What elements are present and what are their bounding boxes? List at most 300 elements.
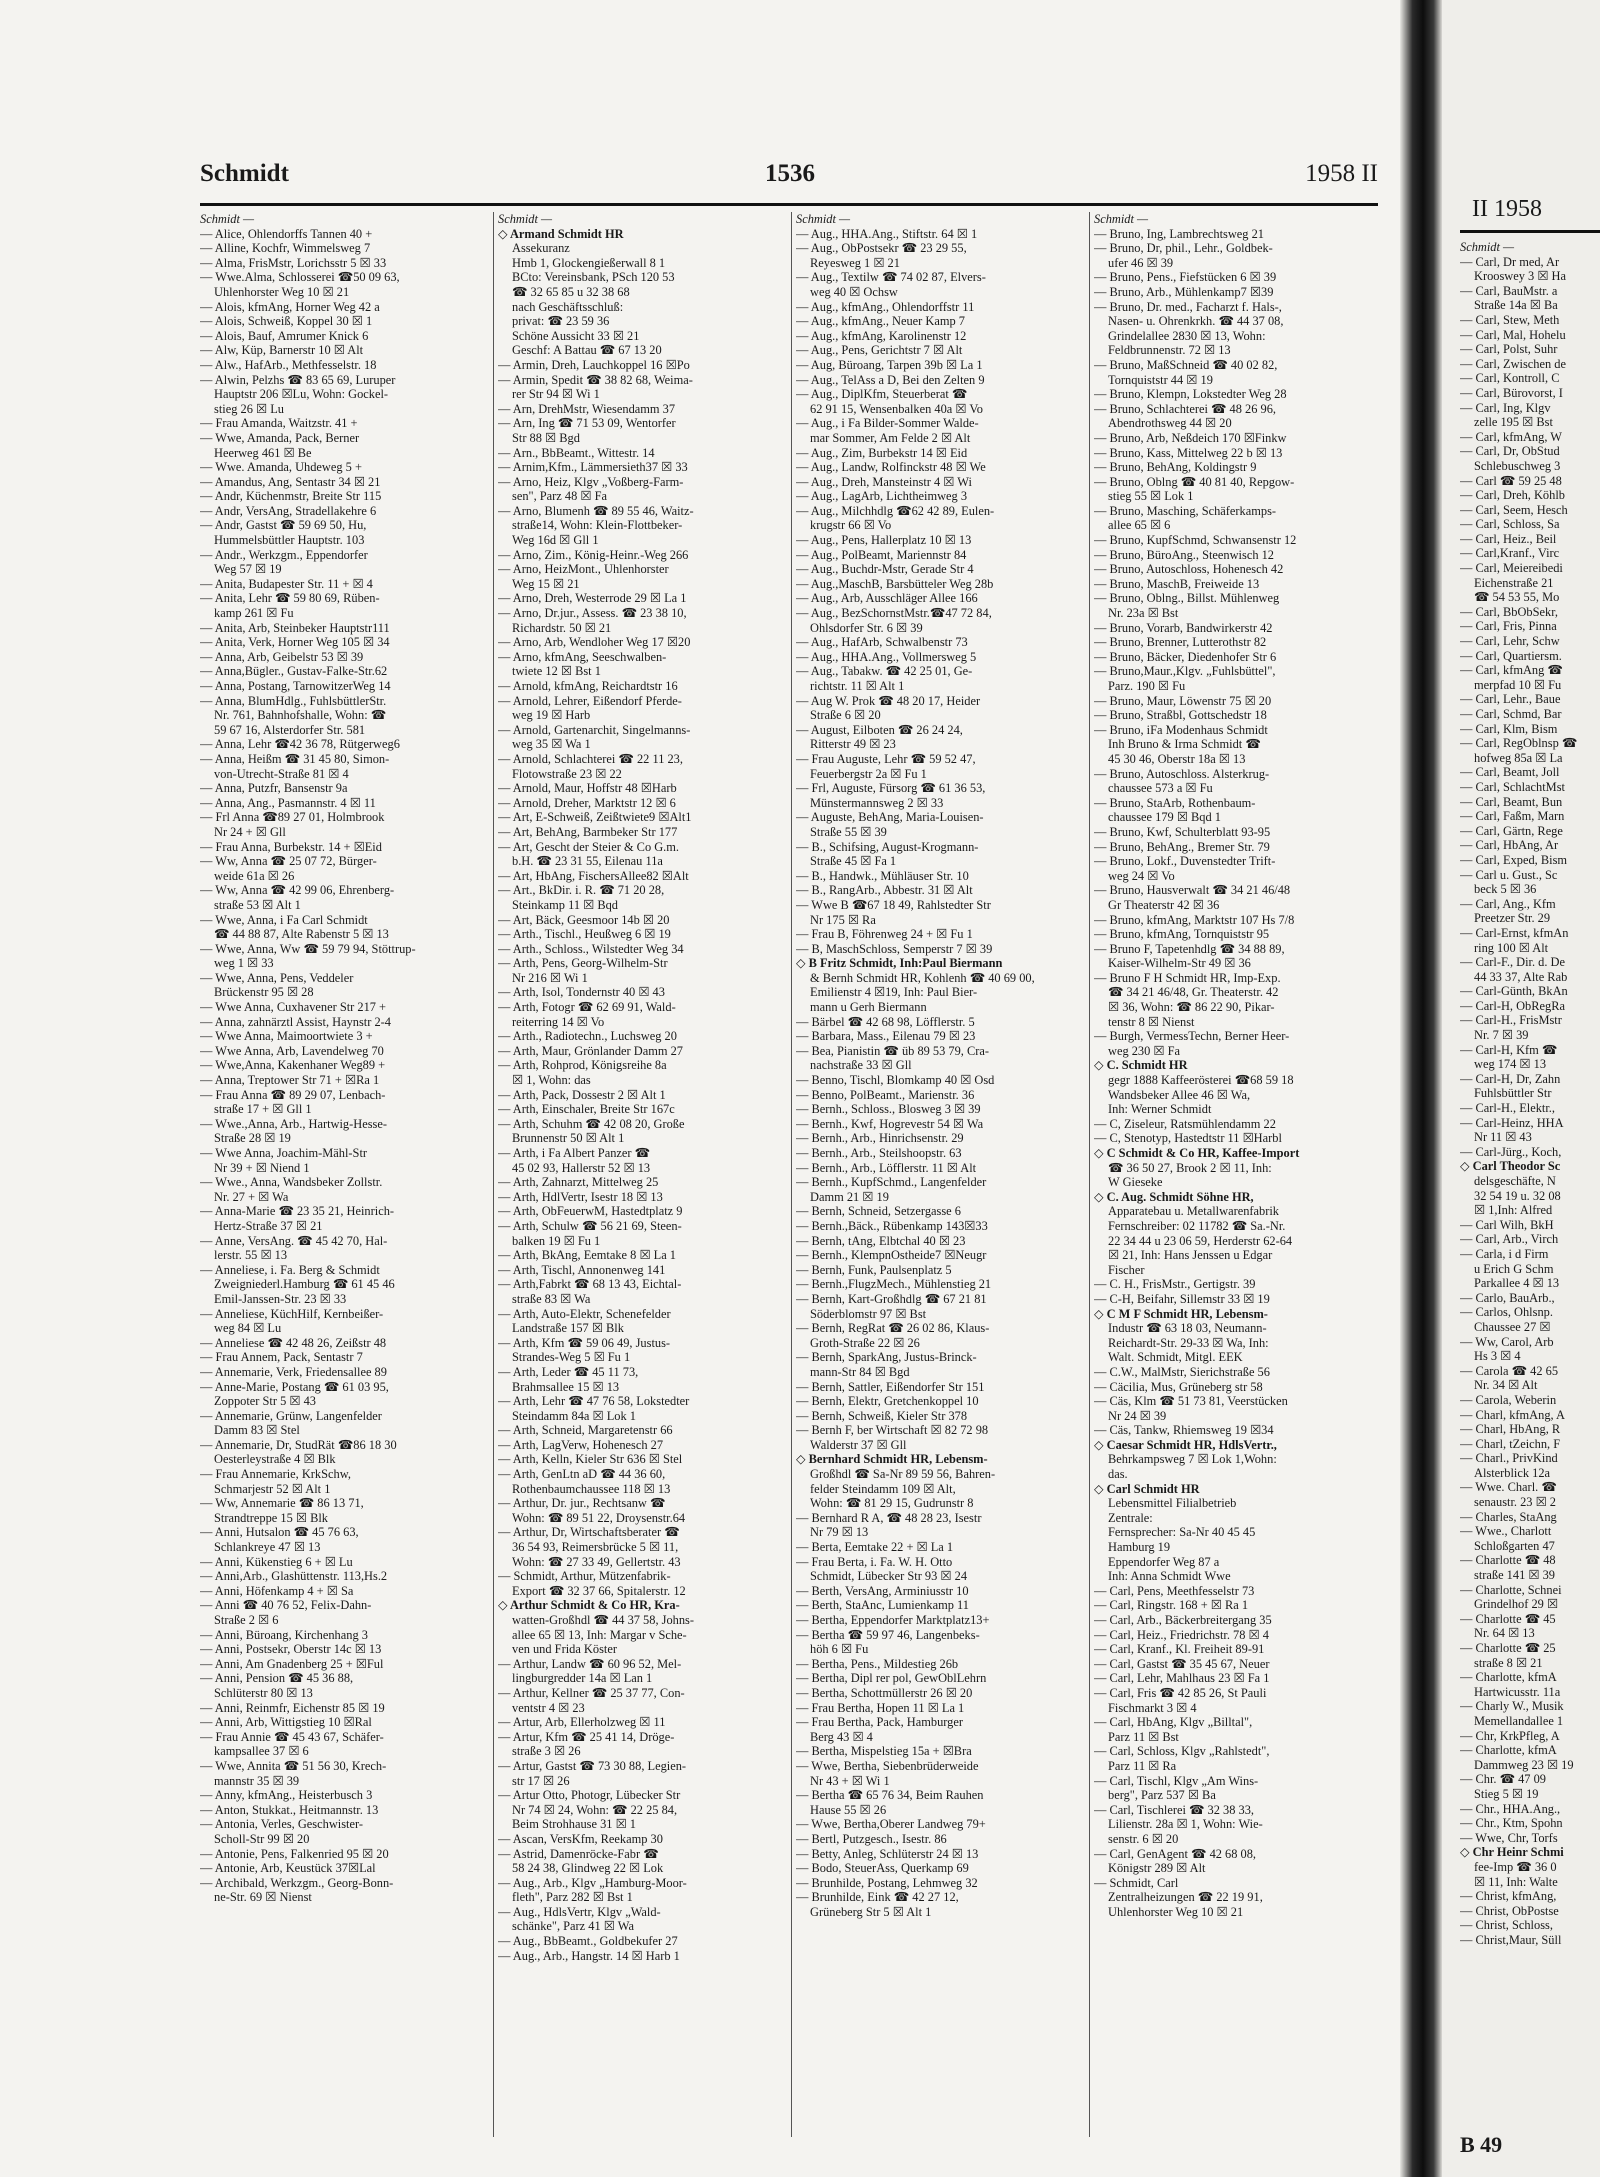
adjacent-entry: ◇ Carl Theodor Sc <box>1460 1159 1561 1174</box>
adjacent-entry: zelle 195 ☒ Bst <box>1474 415 1553 430</box>
adjacent-entry: Memellandallee 1 <box>1474 1713 1564 1728</box>
directory-entry: — Bruno F, Tapetenhdlg ☎ 34 88 89, <box>1094 941 1285 956</box>
directory-entry: — Bernh, Kart-Großhdlg ☎ 67 21 81 <box>796 1291 987 1306</box>
directory-entry: — Berth, StaAnc, Lumienkamp 11 <box>796 1598 969 1613</box>
adjacent-entry: — Carl Wilh, BkH <box>1460 1217 1554 1232</box>
directory-entry: — Bernh.,FlugzMech., Mühlenstieg 21 <box>796 1277 992 1292</box>
directory-entry: richtstr. 11 ☒ Alt 1 <box>810 679 905 693</box>
directory-entry: — Arth, ObFeuerwM, Hastedtplatz 9 <box>498 1204 683 1219</box>
directory-entry: Söderblomstr 97 ☒ Bst <box>810 1306 927 1321</box>
directory-entry: Grüneberg Str 5 ☒ Alt 1 <box>810 1904 932 1919</box>
directory-entry: — Annemarie, Grünw, Langenfelder <box>200 1408 382 1423</box>
directory-entry: — Anni, Reinmfr, Eichenstr 85 ☒ 19 <box>200 1700 385 1715</box>
directory-entry: — Anna, Ang., Pasmannstr. 4 ☒ 11 <box>200 795 376 810</box>
directory-entry: — Arth., Radiotechn., Luchsweg 20 <box>498 1029 677 1044</box>
directory-entry: — Aug., Landw, Rolfinckstr 48 ☒ We <box>796 460 986 475</box>
directory-entry: ☒ 36, Wohn: ☎ 86 22 90, Pikar- <box>1108 1000 1275 1015</box>
directory-entry: 45 30 46, Oberstr 18a ☒ 13 <box>1108 751 1246 766</box>
directory-entry: — Artur, Gastst ☎ 73 30 88, Legien- <box>498 1758 687 1773</box>
page-header <box>200 160 1378 200</box>
directory-entry: Parz. 190 ☒ Fu <box>1108 679 1186 693</box>
directory-entry: tenstr 8 ☒ Nienst <box>1108 1014 1195 1029</box>
directory-entry: — Anneliese, KüchHilf, Kernbeißer- <box>200 1306 384 1321</box>
directory-entry: — Antonia, Verles, Geschwister- <box>200 1817 363 1832</box>
directory-entry: — Anita, Lehr ☎ 59 80 69, Rüben- <box>200 591 380 606</box>
directory-entry: 62 91 15, Wensenbalken 40a ☒ Vo <box>810 401 983 416</box>
directory-entry: — Frau Berta, i. Fa. W. H. Otto <box>796 1554 953 1569</box>
directory-entry: — Aug, Büroang, Tarpen 39b ☒ La 1 <box>796 357 983 372</box>
directory-entry: Fernsprecher: Sa-Nr 40 45 45 <box>1108 1525 1256 1540</box>
directory-entry: — Bruno, MaßSchneid ☎ 40 02 82, <box>1094 357 1278 372</box>
directory-entry: — C, Stenotyp, Hastedtstr 11 ☒Harbl <box>1094 1131 1282 1146</box>
directory-entry: — Aug., Textilw ☎ 74 02 87, Elvers- <box>796 270 986 285</box>
directory-entry: — Annemarie, Verk, Friedensallee 89 <box>200 1364 387 1379</box>
directory-entry: — Bernh, Schweiß, Kieler Str 378 <box>796 1408 968 1423</box>
adjacent-entry: — Christ,Maur, Süll <box>1460 1932 1562 1947</box>
directory-entry: — Anita, Arb, Steinbeker Hauptstr111 <box>200 620 390 635</box>
directory-entry: — Bernh., KupfSchmd., Langenfelder <box>796 1175 987 1190</box>
directory-entry: Nr 43 + ☒ Wi 1 <box>810 1773 890 1788</box>
directory-entry: Emilienstr 4 ☒19, Inh: Paul Bier- <box>810 985 978 1000</box>
directory-entry: Steinkamp 11 ☒ Bqd <box>512 897 618 912</box>
directory-entry: — Aug., Pens, Gerichtstr 7 ☒ Alt <box>796 343 963 358</box>
directory-entry: — Anni, Am Gnadenberg 25 + ☒Ful <box>200 1656 384 1671</box>
directory-entry: Brahmsallee 15 ☒ 13 <box>512 1379 620 1394</box>
directory-entry: — Archibald, Werkzgm., Georg-Bonn- <box>200 1875 394 1890</box>
directory-entry: — Frau Bertha, Pack, Hamburger <box>796 1715 964 1730</box>
directory-entry: — Arno, kfmAng, Seeschwalben- <box>498 649 667 664</box>
adjacent-entry: — Carola, Weberin <box>1460 1392 1557 1407</box>
directory-entry: — Alw., HafArb., Methfesselstr. 18 <box>200 357 377 372</box>
adjacent-entry: — Carl, Polst, Suhr <box>1460 342 1558 357</box>
directory-entry: — Carl, Gastst ☎ 35 45 67, Neuer <box>1094 1656 1270 1671</box>
directory-entry: mannstr 35 ☒ 39 <box>214 1773 300 1788</box>
directory-entry: — Arth, Einschaler, Breite Str 167c <box>498 1102 675 1117</box>
adjacent-entry: — Charlotte ☎ 45 <box>1460 1611 1556 1626</box>
directory-entry: weg 24 ☒ Vo <box>1108 868 1175 883</box>
directory-entry: — Arno, Zim., König-Heinr.-Weg 266 <box>498 547 689 562</box>
adjacent-entry: — Charl., PrivKind <box>1460 1451 1558 1466</box>
directory-entry: — Bruno, KupfSchmd, Schwansenstr 12 <box>1094 533 1297 548</box>
directory-entry: Behrkampsweg 7 ☒ Lok 1,Wohn: <box>1108 1452 1277 1467</box>
directory-entry: — Bertha, Schottmüllerstr 26 ☒ 20 <box>796 1685 973 1700</box>
adjacent-entry: — Carl, Beamt, Bun <box>1460 794 1563 809</box>
directory-entry: — Artur Otto, Photogr, Lübecker Str <box>498 1788 681 1803</box>
directory-entry: — Wwe,Anna, Kakenhaner Weg89 + <box>200 1058 386 1073</box>
directory-entry: — Bruno, Ing, Lambrechtsweg 21 <box>1094 226 1264 241</box>
directory-entry: — Arn., BbBeamt., Wittestr. 14 <box>498 445 655 460</box>
adjacent-entry: Nr 11 ☒ 43 <box>1474 1130 1532 1145</box>
directory-entry: Nr 24 + ☒ Gll <box>214 824 286 839</box>
directory-entry: nachstraße 33 ☒ Gll <box>810 1058 912 1073</box>
directory-entry: Geschf: A Battau ☎ 67 13 20 <box>512 343 662 358</box>
directory-entry: ☎ 44 88 87, Alte Rabenstr 5 ☒ 13 <box>214 927 389 942</box>
directory-entry: — Arth, Schulw ☎ 56 21 69, Steen- <box>498 1218 682 1233</box>
adjacent-entry: — Carl, Kontroll, C <box>1460 371 1560 386</box>
directory-entry: rer Str 94 ☒ Wi 1 <box>512 387 600 402</box>
directory-entry: allee 65 ☒ 6 <box>1108 518 1171 533</box>
directory-entry: — Aug., Tabakw. ☎ 42 25 01, Ge- <box>796 664 973 679</box>
directory-entry: — Bertha, Eppendorfer Marktplatz13+ <box>796 1613 990 1627</box>
directory-entry: — Bruno, Schlachterei ☎ 48 26 96, <box>1094 401 1276 416</box>
adjacent-entry: — Carl, BbObSekr, <box>1460 604 1558 619</box>
adjacent-entry: Hartwicusstr. 11a <box>1474 1684 1561 1699</box>
directory-entry: — Alois, kfmAng, Horner Weg 42 a <box>200 299 380 314</box>
directory-entry: — Artur, Arb, Ellerholzweg ☒ 11 <box>498 1715 666 1730</box>
directory-entry: — Bruno, StaArb, Rothenbaum- <box>1094 795 1256 810</box>
directory-entry: ufer 46 ☒ 39 <box>1108 255 1174 270</box>
directory-entry: — Bruno, Masching, Schäferkamps- <box>1094 503 1277 518</box>
directory-entry: — Aug., HafArb, Schwalbenstr 73 <box>796 635 968 650</box>
adjacent-entry: — Charl, kfmAng, A <box>1460 1407 1565 1422</box>
directory-entry: — Aug., kfmAng., Neuer Kamp 7 <box>796 314 965 329</box>
directory-entry: Straße 2 ☒ 6 <box>214 1613 279 1627</box>
directory-entry: Zoppoter Str 5 ☒ 43 <box>214 1394 316 1409</box>
directory-entry: — Arth, i Fa Albert Panzer ☎ <box>498 1146 651 1160</box>
adjacent-entry: — Carl, Meiereibedi <box>1460 561 1563 576</box>
directory-entry: Beim Strohhause 31 ☒ 1 <box>512 1817 636 1832</box>
directory-entry: — Arth, Kfm ☎ 59 06 49, Justus- <box>498 1335 671 1350</box>
directory-entry: straße 17 + ☒ Gll 1 <box>214 1102 312 1117</box>
directory-entry: — Carl, GenAgent ☎ 42 68 08, <box>1094 1846 1257 1861</box>
directory-entry: Schmidt — <box>796 212 851 226</box>
adjacent-header-year: II 1958 <box>1472 196 1542 222</box>
directory-entry: — Alline, Kochfr, Wimmelsweg 7 <box>200 241 371 256</box>
directory-entry: — Amandus, Ang, Sentastr 34 ☒ 21 <box>200 474 381 489</box>
directory-entry: — August, Eilboten ☎ 26 24 24, <box>796 722 963 737</box>
directory-entry: — Aug., kfmAng., Ohlendorffstr 11 <box>796 299 975 314</box>
directory-entry: — Bertha ☎ 65 76 34, Beim Rauhen <box>796 1788 984 1803</box>
directory-entry: — Anita, Budapester Str. 11 + ☒ 4 <box>200 576 373 591</box>
directory-entry: Groth-Straße 22 ☒ 26 <box>810 1335 920 1350</box>
adjacent-entry: weg 174 ☒ 13 <box>1474 1057 1547 1072</box>
directory-entry: schänke", Parz 41 ☒ Wa <box>512 1919 634 1934</box>
directory-entry: Strandes-Weg 5 ☒ Fu 1 <box>512 1350 631 1365</box>
directory-entry: — Schmidt, Arthur, Mützenfabrik- <box>498 1569 671 1584</box>
directory-entry: ◇ Carl Schmidt HR <box>1094 1481 1200 1496</box>
adjacent-entry: Parkallee 4 ☒ 13 <box>1474 1276 1560 1291</box>
adjacent-entry: — Charly W., Musik <box>1460 1699 1564 1714</box>
directory-entry: — Frau Annemarie, KrkSchw, <box>200 1467 351 1482</box>
directory-entry: — Cäs, Tankw, Rhiemsweg 19 ☒34 <box>1094 1423 1274 1438</box>
header-year-volume: 1958 II <box>1305 160 1378 187</box>
directory-entry: — Astrid, Damenröcke-Fabr ☎ <box>498 1846 659 1861</box>
directory-entry: — Anna, Heißm ☎ 31 45 80, Simon- <box>200 751 390 766</box>
directory-entry: Gr Theaterstr 42 ☒ 36 <box>1108 897 1220 912</box>
directory-entry: — Benno, PolBeamt., Marienstr. 36 <box>796 1087 975 1102</box>
directory-entry: weg 35 ☒ Wa 1 <box>512 737 591 752</box>
directory-entry: — Ww, Annemarie ☎ 86 13 71, <box>200 1496 364 1511</box>
adjacent-entry: — Carl, Schloss, Sa <box>1460 517 1560 532</box>
directory-entry: — Arth, Rohprod, Königsreihe 8a <box>498 1058 667 1073</box>
directory-entry: — Wwe Anna, Maimoortwiete 3 + <box>200 1029 373 1044</box>
directory-entry: — Anneliese, i. Fa. Berg & Schmidt <box>200 1262 380 1277</box>
adjacent-entry: Hs 3 ☒ 4 <box>1474 1349 1521 1364</box>
directory-entry: Wohn: ☎ 27 33 49, Gellertstr. 43 <box>512 1554 681 1569</box>
directory-entry: Inh: Werner Schmidt <box>1108 1102 1212 1117</box>
directory-entry: — C-H, Beifahr, Sillemstr 33 ☒ 19 <box>1094 1291 1270 1306</box>
directory-entry: Parz 11 ☒ Bst <box>1108 1729 1179 1744</box>
directory-entry: kampsallee 37 ☒ 6 <box>214 1744 309 1759</box>
directory-entry: Flotowstraße 23 ☒ 22 <box>512 766 622 781</box>
directory-entry: — Arth, Pens, Georg-Wilhelm-Str <box>498 956 668 971</box>
directory-entry: — Arth, HdlVertr, Isestr 18 ☒ 13 <box>498 1189 663 1204</box>
directory-entry: — Bruno, Bäcker, Diedenhofer Str 6 <box>1094 649 1277 664</box>
directory-entry: — Bruno, Dr. med., Facharzt f. Hals-, <box>1094 299 1282 314</box>
directory-entry: — Arn, Ing ☎ 71 53 09, Wentorfer <box>498 416 676 431</box>
directory-entry: Wohn: ☎ 89 51 22, Droysenstr.64 <box>512 1510 686 1525</box>
directory-entry: lingburgredder 14a ☒ Lan 1 <box>512 1671 653 1686</box>
directory-entry: — Bruno, BehAng, Koldingstr 9 <box>1094 460 1257 475</box>
directory-entry: — Bodo, SteuerAss, Querkamp 69 <box>796 1861 969 1876</box>
directory-entry: — Andr, Küchenmstr, Breite Str 115 <box>200 489 382 504</box>
directory-entry: berg", Parz 537 ☒ Ba <box>1108 1788 1216 1803</box>
directory-entry: — Arthur, Dr, Wirtschaftsberater ☎ <box>498 1525 680 1540</box>
directory-entry: Eppendorfer Weg 87 a <box>1108 1554 1220 1569</box>
adjacent-entry: ☎ 54 53 55, Mo <box>1474 590 1560 605</box>
directory-entry: — Aug., kfmAng, Karolinenstr 12 <box>796 328 967 343</box>
directory-entry: — Arthur, Landw ☎ 60 96 52, Mel- <box>498 1656 682 1671</box>
directory-entry: Berg 43 ☒ 4 <box>810 1729 873 1744</box>
directory-entry: — Andr., Werkzgm., Eppendorfer <box>200 547 368 562</box>
adjacent-entry: hofweg 85a ☒ La <box>1474 750 1563 765</box>
directory-entry: Schlüterstr 80 ☒ 13 <box>214 1685 313 1700</box>
directory-entry: — Art., BkDir. i. R. ☎ 71 20 28, <box>498 883 665 898</box>
directory-entry: — Arth, Lehr ☎ 47 76 58, Lokstedter <box>498 1394 690 1409</box>
adjacent-entry: — Carl, Dr med, Ar <box>1460 254 1560 269</box>
directory-entry: straße 3 ☒ 26 <box>512 1744 581 1759</box>
directory-entry: Weg 15 ☒ 21 <box>512 576 580 591</box>
directory-entry: straße 83 ☒ Wa <box>512 1291 591 1306</box>
adjacent-entry: — Christ, Schloss, <box>1460 1918 1553 1933</box>
directory-entry: — Arthur, Kellner ☎ 25 37 77, Con- <box>498 1685 685 1700</box>
column-divider <box>493 212 494 2137</box>
column-2 <box>498 212 783 2137</box>
directory-entry: Münstermannsweg 2 ☒ 33 <box>810 795 944 810</box>
directory-entry: — Bruno, Hausverwalt ☎ 34 21 46/48 <box>1094 883 1291 898</box>
directory-entry: — Wwe Anna, Joachim-Mähl-Str <box>200 1146 368 1160</box>
directory-entry: — Bernh, Sattler, Eißendorfer Str 151 <box>796 1379 985 1394</box>
adjacent-entry: — Carl, Dreh, Köhlb <box>1460 488 1565 503</box>
directory-entry: — Anna, BlumHdlg., FuhlsbüttlerStr. <box>200 693 387 708</box>
directory-entry: Schmidt — <box>498 212 553 226</box>
adjacent-entry: Nr. 34 ☒ Alt <box>1474 1378 1538 1393</box>
directory-entry: — Carl, Heiz., Friedrichstr. 78 ☒ 4 <box>1094 1627 1269 1642</box>
directory-entry: — Anna, Lehr ☎42 36 78, Rütgerweg6 <box>200 737 400 752</box>
directory-entry: — Bernh., Kwf, Hogrevestr 54 ☒ Wa <box>796 1116 984 1131</box>
directory-entry: — Wwe Anna, Cuxhavener Str 217 + <box>200 1000 387 1015</box>
directory-entry: ◇ Caesar Schmidt HR, HdlsVertr., <box>1094 1437 1277 1452</box>
directory-entry: — Berta, Eemtake 22 + ☒ La 1 <box>796 1540 954 1555</box>
directory-entry: sen", Parz 48 ☒ Fa <box>512 489 607 504</box>
directory-entry: — Arth, Maur, Grönlander Damm 27 <box>498 1043 683 1058</box>
directory-entry: — Aug., HHA.Ang., Vollmersweg 5 <box>796 649 977 664</box>
directory-entry: — Bertha, Mispelstieg 15a + ☒Bra <box>796 1744 972 1759</box>
directory-entry: Straße 28 ☒ 19 <box>214 1131 291 1146</box>
adjacent-entry: — Carl, Exped, Bism <box>1460 852 1568 867</box>
directory-entry: Steindamm 84a ☒ Lok 1 <box>512 1408 636 1423</box>
directory-entry: — Bruno, Brenner, Lutterothstr 82 <box>1094 635 1267 650</box>
directory-entry: — Bernh., Arb., Steilshoopstr. 63 <box>796 1146 962 1160</box>
directory-entry: — Bertha, Pens., Mildestieg 26b <box>796 1656 959 1671</box>
adjacent-entry: — Chr, KrkPfleg, A <box>1460 1728 1560 1743</box>
directory-entry: Nr 24 ☒ 39 <box>1108 1408 1167 1423</box>
directory-entry: Ohlsdorfer Str. 6 ☒ 39 <box>810 620 923 635</box>
directory-entry: Straße 45 ☒ Fa 1 <box>810 854 897 869</box>
directory-entry: — Andr, Gastst ☎ 59 69 50, Hu, <box>200 518 367 533</box>
adjacent-entry: Straße 14a ☒ Ba <box>1474 298 1558 313</box>
directory-entry: — Annemarie, Dr, StudRät ☎86 18 30 <box>200 1437 397 1452</box>
adjacent-entry: — Carl, Bürovorst, I <box>1460 385 1563 400</box>
adjacent-entry: — Charlotte, Schnei <box>1460 1582 1562 1597</box>
directory-entry: & Bernh Schmidt HR, Kohlenh ☎ 40 69 00, <box>810 970 1035 985</box>
adjacent-entry: — Carl-H., Elektr., <box>1460 1101 1555 1116</box>
adjacent-entry: — Chr. ☎ 47 09 <box>1460 1772 1546 1787</box>
directory-entry: ☒ 1, Wohn: das <box>512 1073 591 1088</box>
directory-entry: Nasen- u. Ohrenkrkh. ☎ 44 37 08, <box>1108 314 1284 329</box>
directory-entry: — Frau Bertha, Hopen 11 ☒ La 1 <box>796 1700 965 1715</box>
adjacent-entry: ☒ 1,Inh: Alfred <box>1474 1203 1553 1218</box>
directory-entry: Hummelsbüttler Hauptstr. 103 <box>214 533 365 548</box>
directory-entry: — Barbara, Mass., Eilenau 79 ☒ 23 <box>796 1029 976 1044</box>
directory-entry: Straße 55 ☒ 39 <box>810 824 887 839</box>
directory-entry: — Bruno, Lokf., Duvenstedter Trift- <box>1094 854 1276 869</box>
directory-entry: Walt. Schmidt, Mitgl. EEK <box>1108 1350 1243 1365</box>
directory-entry: — Arth, Fotogr ☎ 62 69 91, Wald- <box>498 1000 676 1015</box>
directory-entry: — Antonie, Arb, Keustück 37☒Lal <box>200 1861 376 1876</box>
directory-entry: weg 19 ☒ Harb <box>512 708 591 723</box>
adjacent-entry: — Carl, Beamt, Joll <box>1460 765 1560 780</box>
directory-entry: — Alw, Küp, Barnerstr 10 ☒ Alt <box>200 343 364 358</box>
directory-entry: str 17 ☒ 26 <box>512 1773 570 1788</box>
directory-entry: lerstr. 55 ☒ 13 <box>214 1248 288 1263</box>
directory-entry: — Bärbel ☎ 42 68 98, Löfflerstr. 5 <box>796 1014 975 1029</box>
directory-entry: senstr. 6 ☒ 20 <box>1108 1831 1179 1846</box>
directory-entry: Brückenstr 95 ☒ 28 <box>214 985 314 1000</box>
directory-entry: reiterring 14 ☒ Vo <box>512 1014 605 1029</box>
adjacent-entry: — Carl, Ing, Klgv <box>1460 400 1551 415</box>
directory-entry: 45 02 93, Hallerstr 52 ☒ 13 <box>512 1160 651 1175</box>
adjacent-entry: Grindelhof 29 ☒ <box>1474 1597 1559 1612</box>
directory-entry: — Frau Annem, Pack, Sentastr 7 <box>200 1350 363 1365</box>
directory-entry: Nr. 761, Bahnhofshalle, Wohn: ☎ <box>214 708 387 723</box>
adjacent-entry: — Carl-H, Dr, Zahn <box>1460 1071 1561 1086</box>
column-4 <box>1094 212 1379 2137</box>
directory-entry: — Aug., DiplKfm, Steuerberat ☎ <box>796 387 968 402</box>
directory-entry: — Bertl, Putzgesch., Isestr. 86 <box>796 1831 947 1846</box>
directory-entry: weide 61a ☒ 26 <box>214 868 295 883</box>
header-rule <box>200 203 1378 206</box>
directory-entry: — Aug., i Fa Bilder-Sommer Walde- <box>796 416 979 431</box>
directory-entry: — Bernhard R A, ☎ 48 28 23, Isestr <box>796 1510 982 1525</box>
directory-entry: W Gieseke <box>1108 1175 1163 1190</box>
directory-entry: — C, Ziseleur, Ratsmühlendamm 22 <box>1094 1116 1276 1131</box>
adjacent-entry: — Carlos, Ohlsnp. <box>1460 1305 1553 1320</box>
adjacent-entry: — Carl ☎ 59 25 48 <box>1460 473 1562 488</box>
directory-entry: Lilienstr. 28a ☒ 1, Wohn: Wie- <box>1108 1817 1263 1832</box>
adjacent-entry: — Carl, Gärtn, Rege <box>1460 823 1563 838</box>
directory-entry: — Bruno, Pens., Fiefstücken 6 ☒ 39 <box>1094 270 1277 285</box>
directory-entry: — Bruno, Kass, Mittelweg 22 b ☒ 13 <box>1094 445 1283 460</box>
directory-entry: — Frl, Auguste, Fürsorg ☎ 61 36 53, <box>796 781 986 796</box>
directory-entry: — Aug., BbBeamt., Goldbekufer 27 <box>498 1934 678 1949</box>
adjacent-entry: — Carl, Klm, Bism <box>1460 721 1558 736</box>
directory-entry: — Anita, Verk, Horner Weg 105 ☒ 34 <box>200 635 390 650</box>
directory-entry: — Arno, Arb, Wendloher Weg 17 ☒20 <box>498 635 691 650</box>
directory-entry: Kaiser-Wilhelm-Str 49 ☒ 36 <box>1108 956 1251 971</box>
directory-entry: — Bernh, Elektr, Gretchenkoppel 10 <box>796 1394 979 1409</box>
adjacent-entry: Stieg 5 ☒ 19 <box>1474 1786 1539 1801</box>
directory-entry: — Frau Anna, Burbekstr. 14 + ☒Eid <box>200 839 382 854</box>
directory-entry: ◇ B Fritz Schmidt, Inh:Paul Biermann <box>796 956 1003 971</box>
directory-entry: — Artur, Kfm ☎ 25 41 14, Dröge- <box>498 1729 675 1744</box>
directory-entry: — Art, E-Schweiß, Zeißtwiete9 ☒Alt1 <box>498 810 692 825</box>
directory-entry: Hauptstr 206 ☒Lu, Wohn: Gockel- <box>214 387 389 402</box>
directory-entry: Emil-Janssen-Str. 23 ☒ 33 <box>214 1291 347 1306</box>
adjacent-entry: senaustr. 23 ☒ 2 <box>1474 1495 1557 1510</box>
directory-entry: — Anneliese ☎ 42 48 26, Zeißstr 48 <box>200 1335 387 1350</box>
directory-entry: felder Steindamm 109 ☒ Alt, <box>810 1481 956 1496</box>
directory-entry: Richardstr. 50 ☒ 21 <box>512 620 612 635</box>
adjacent-entry: — Carl-F., Dir. d. De <box>1460 955 1566 970</box>
adjacent-entry: — Carl-H, ObRegRa <box>1460 998 1565 1013</box>
directory-entry: Landstraße 157 ☒ Blk <box>512 1321 624 1336</box>
adjacent-entry: — Carl-Ernst, kfmAn <box>1460 925 1569 940</box>
directory-entry: Schmidt, Lübecker Str 93 ☒ 24 <box>810 1569 968 1584</box>
directory-entry: Inh Bruno & Irma Schmidt ☎ <box>1108 737 1261 752</box>
directory-entry: — Arno, Dreh, Westerrode 29 ☒ La 1 <box>498 591 687 606</box>
adjacent-entry: — Christ, kfmAng, <box>1460 1889 1557 1904</box>
directory-entry: — Bruno, Maur, Löwenstr 75 ☒ 20 <box>1094 693 1272 708</box>
directory-entry: — Wwe B ☎67 18 49, Rahlstedter Str <box>796 897 991 912</box>
book-gutter <box>1400 0 1442 2177</box>
directory-entry: Str 88 ☒ Bgd <box>512 430 580 445</box>
directory-entry: — Arth., Schloss., Wilstedter Weg 34 <box>498 941 684 956</box>
directory-entry: — Bruno, Oblng., Billst. Mühlenweg <box>1094 591 1280 606</box>
directory-entry: — Carl, Schloss, Klgv „Rahlstedt", <box>1094 1744 1270 1759</box>
adjacent-entry: — Wwe., Charlott <box>1460 1524 1552 1539</box>
directory-entry: 58 24 38, Glindweg 22 ☒ Lok <box>512 1861 664 1876</box>
directory-entry: — Aug., Zim, Burbekstr 14 ☒ Eid <box>796 445 968 460</box>
directory-entry: weg 84 ☒ Lu <box>214 1321 282 1336</box>
directory-entry: krugstr 66 ☒ Vo <box>810 518 892 533</box>
directory-entry: — Aug W. Prok ☎ 48 20 17, Heider <box>796 693 981 708</box>
directory-entry: — Antonie, Pens, Falkenried 95 ☒ 20 <box>200 1846 389 1861</box>
directory-entry: stieg 55 ☒ Lok 1 <box>1108 489 1194 504</box>
adjacent-entry: — Carl, RegOblnsp ☎ <box>1460 736 1578 751</box>
adjacent-entry: — Carlo, BauArb., <box>1460 1290 1555 1305</box>
directory-entry: — Art, HbAng, FischersAllee82 ☒Alt <box>498 868 689 883</box>
adjacent-entry: — Carl, Seem, Hesch <box>1460 502 1568 517</box>
directory-entry: — Auguste, BehAng, Maria-Louisen- <box>796 810 984 825</box>
adjacent-header-rule <box>1460 230 1600 233</box>
directory-entry: balken 19 ☒ Fu 1 <box>512 1233 601 1248</box>
directory-entry: — Aug., Arb., Klgv „Hamburg-Moor- <box>498 1875 687 1890</box>
directory-entry: — Ascan, VersKfm, Reekamp 30 <box>498 1831 663 1846</box>
directory-entry: — Frau Amanda, Waitzstr. 41 + <box>200 416 358 431</box>
directory-entry: — Arth,Fabrkt ☎ 68 13 43, Eichtal- <box>498 1277 682 1292</box>
directory-entry: — Anna, zahnärztl Assist, Haynstr 2-4 <box>200 1014 391 1029</box>
directory-entry: — Wwe Anna, Arb, Lavendelweg 70 <box>200 1043 384 1058</box>
adjacent-entry: Dammweg 23 ☒ 19 <box>1474 1757 1574 1772</box>
adjacent-entry: — Chr., HHA.Ang., <box>1460 1801 1561 1816</box>
adjacent-entry: Schlebuschweg 3 <box>1474 458 1561 473</box>
directory-entry: höh 6 ☒ Fu <box>810 1642 869 1657</box>
directory-entry: Nr. 27 + ☒ Wa <box>214 1189 289 1204</box>
directory-entry: — Wwe, Anna, i Fa Carl Schmidt <box>200 912 368 927</box>
directory-entry: — Anni, Büroang, Kirchenhang 3 <box>200 1627 368 1642</box>
directory-entry: — Aug., BezSchornstMstr.☎47 72 84, <box>796 606 992 621</box>
